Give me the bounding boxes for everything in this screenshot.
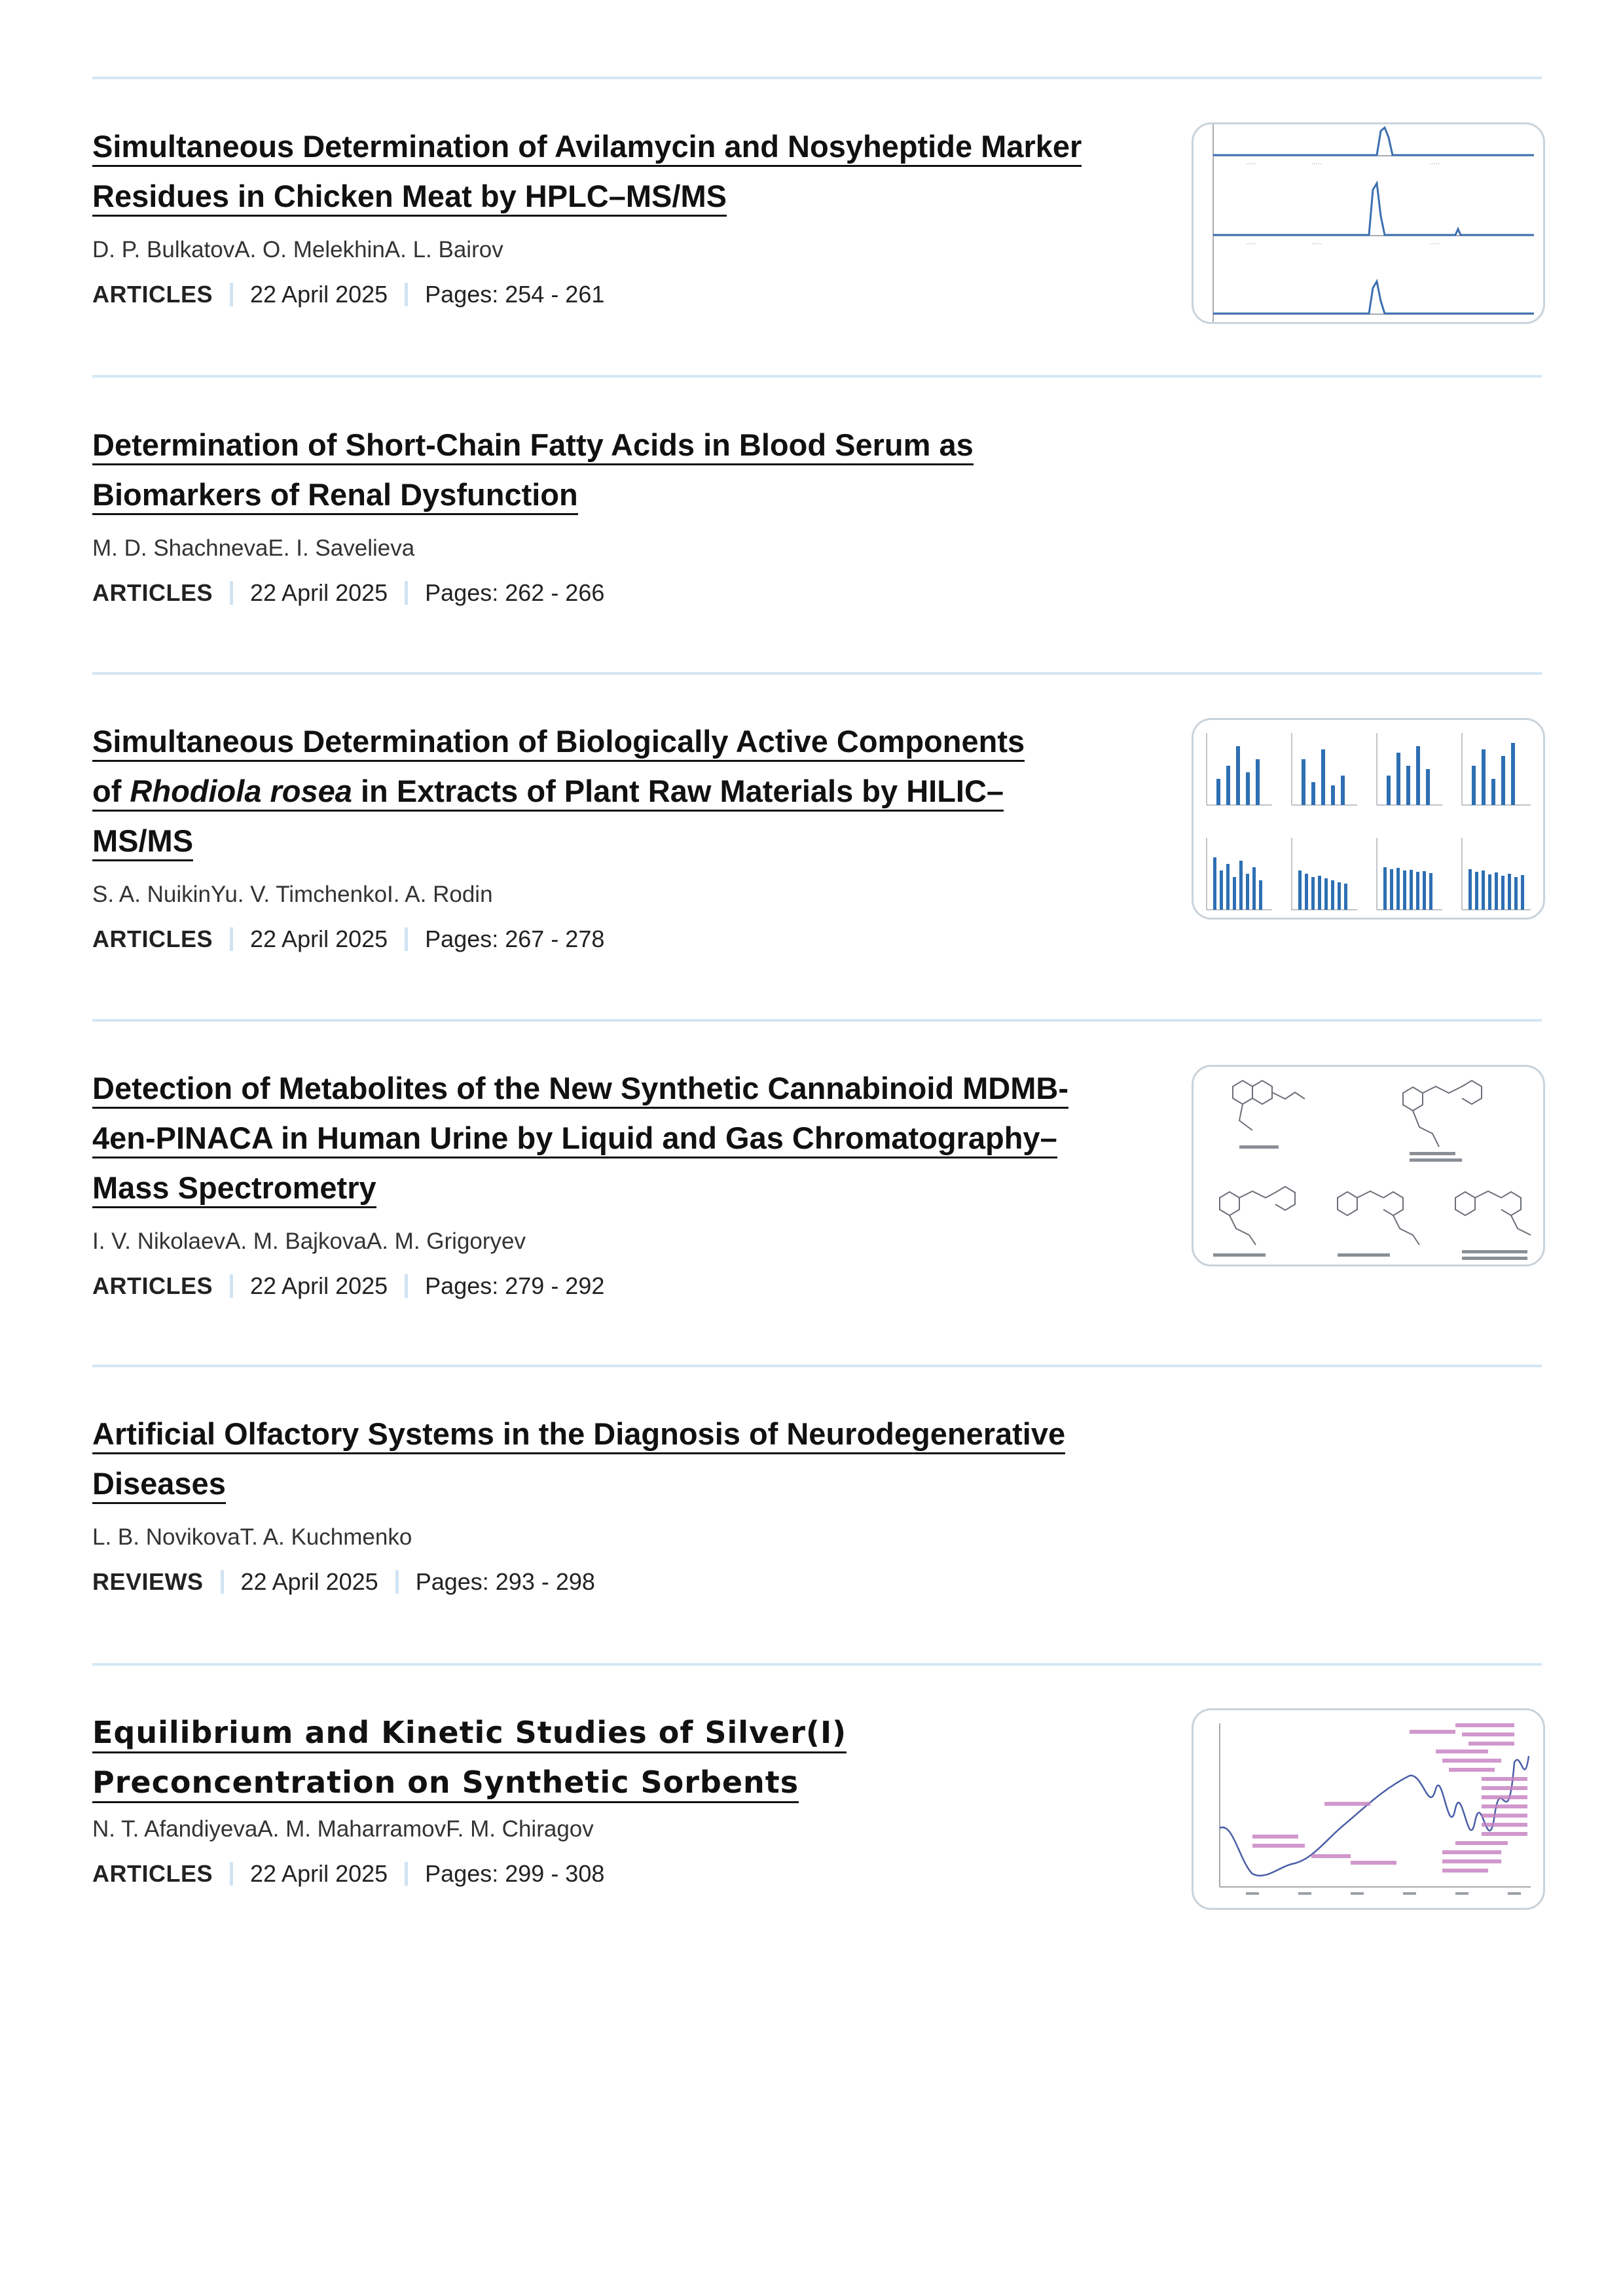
article-entry	[92, 1064, 1153, 1302]
meta-separator	[230, 1274, 233, 1298]
article-authors: M. D. ShachnevaE. I. Savelieva	[92, 535, 415, 561]
article-title-link[interactable]: Determination of Short-Chain Fatty Acids in Blood Serum as Biomarkers of Renal Dysfunction	[92, 420, 1153, 520]
article-entry	[92, 1409, 1153, 1598]
article-entry	[92, 1708, 1153, 1890]
article-type: ARTICLES	[92, 1860, 213, 1887]
svg-text:·····: ·····	[1311, 241, 1322, 248]
article-entry	[92, 420, 1153, 609]
article-authors: L. B. NovikovaT. A. Kuchmenko	[92, 1524, 412, 1550]
article-authors: I. V. NikolaevA. M. BajkovaA. M. Grigoryev	[92, 1229, 526, 1254]
article-date: 22 April 2025	[250, 281, 388, 308]
article-date: 22 April 2025	[250, 1860, 388, 1887]
bar-charts-graphic	[1194, 720, 1543, 918]
meta-separator	[221, 1570, 224, 1594]
molecular-structures-thumbnail[interactable]	[1192, 1065, 1545, 1266]
molecular-structures-graphic	[1194, 1067, 1543, 1265]
article-pages: Pages: 293 - 298	[415, 1568, 595, 1595]
article-date: 22 April 2025	[250, 1272, 388, 1299]
article-title-link[interactable]: Equilibrium and Kinetic Studies of Silver(I) Preconcentration on Synthetic Sorbents	[92, 1708, 1153, 1807]
divider	[92, 1019, 1542, 1022]
chromatogram-thumbnail[interactable]	[1192, 122, 1545, 324]
meta-separator	[405, 1274, 408, 1298]
article-pages: Pages: 267 - 278	[425, 925, 605, 952]
article-title-link[interactable]: Artificial Olfactory Systems in the Diagnosis of Neurodegenerative Diseases	[92, 1409, 1153, 1509]
divider	[92, 77, 1542, 79]
article-date: 22 April 2025	[250, 925, 388, 952]
article-type: REVIEWS	[92, 1568, 204, 1595]
meta-separator	[230, 283, 233, 306]
svg-text:·····: ·····	[1311, 161, 1322, 168]
article-pages: Pages: 279 - 292	[425, 1272, 605, 1299]
meta-separator	[405, 581, 408, 605]
article-type: ARTICLES	[92, 1272, 213, 1299]
article-title-link[interactable]: Detection of Metabolites of the New Synthetic Cannabinoid MDMB- 4en-PINACA in Human Urine by Liquid and Gas Chromatography– Mass Spectrometry	[92, 1064, 1153, 1213]
article-date: 22 April 2025	[240, 1568, 378, 1595]
meta-separator	[230, 927, 233, 951]
article-authors: D. P. BulkatovA. O. MelekhinA. L. Bairov	[92, 237, 503, 262]
meta-separator	[230, 581, 233, 605]
meta-separator	[405, 283, 408, 306]
meta-separator	[405, 927, 408, 951]
svg-text:·····: ·····	[1246, 161, 1256, 168]
article-meta	[92, 1270, 1153, 1302]
divider	[92, 375, 1542, 378]
article-type: ARTICLES	[92, 281, 213, 308]
chromatogram-graphic	[1194, 124, 1543, 322]
article-meta	[92, 924, 1153, 955]
article-pages: Pages: 254 - 261	[425, 281, 605, 308]
article-meta	[92, 1858, 1153, 1890]
article-authors: S. A. NuikinYu. V. TimchenkoI. A. Rodin	[92, 882, 493, 907]
meta-separator	[405, 1862, 408, 1886]
divider	[92, 672, 1542, 675]
svg-text:·····: ·····	[1429, 241, 1440, 248]
article-type: ARTICLES	[92, 925, 213, 952]
divider	[92, 1365, 1542, 1367]
article-date: 22 April 2025	[250, 579, 388, 606]
article-title-link[interactable]: Simultaneous Determination of Biologically Active Components of Rhodiola rosea in Extracts of Plant Raw Materials by HILIC– MS/MS	[92, 717, 1153, 866]
ir-spectrum-thumbnail[interactable]	[1192, 1708, 1545, 1910]
article-pages: Pages: 299 - 308	[425, 1860, 605, 1887]
article-entry	[92, 122, 1153, 310]
article-type: ARTICLES	[92, 579, 213, 606]
svg-text:·····: ·····	[1246, 241, 1256, 248]
meta-separator	[230, 1862, 233, 1886]
bar-charts-thumbnail[interactable]	[1192, 718, 1545, 920]
article-meta	[92, 577, 1153, 609]
article-meta	[92, 1566, 1153, 1598]
article-meta	[92, 279, 1153, 310]
divider	[92, 1663, 1542, 1666]
article-entry	[92, 717, 1153, 955]
meta-separator	[395, 1570, 399, 1594]
species-name: Rhodiola rosea	[130, 774, 352, 808]
article-authors: N. T. AfandiyevaA. M. MaharramovF. M. Chiragov	[92, 1816, 594, 1842]
ir-spectrum-graphic	[1194, 1710, 1543, 1908]
article-title-link[interactable]: Simultaneous Determination of Avilamycin and Nosyheptide Marker Residues in Chicken Meat by HPLC–MS/MS	[92, 122, 1153, 221]
svg-text:·····: ·····	[1429, 161, 1440, 168]
article-pages: Pages: 262 - 266	[425, 579, 605, 606]
